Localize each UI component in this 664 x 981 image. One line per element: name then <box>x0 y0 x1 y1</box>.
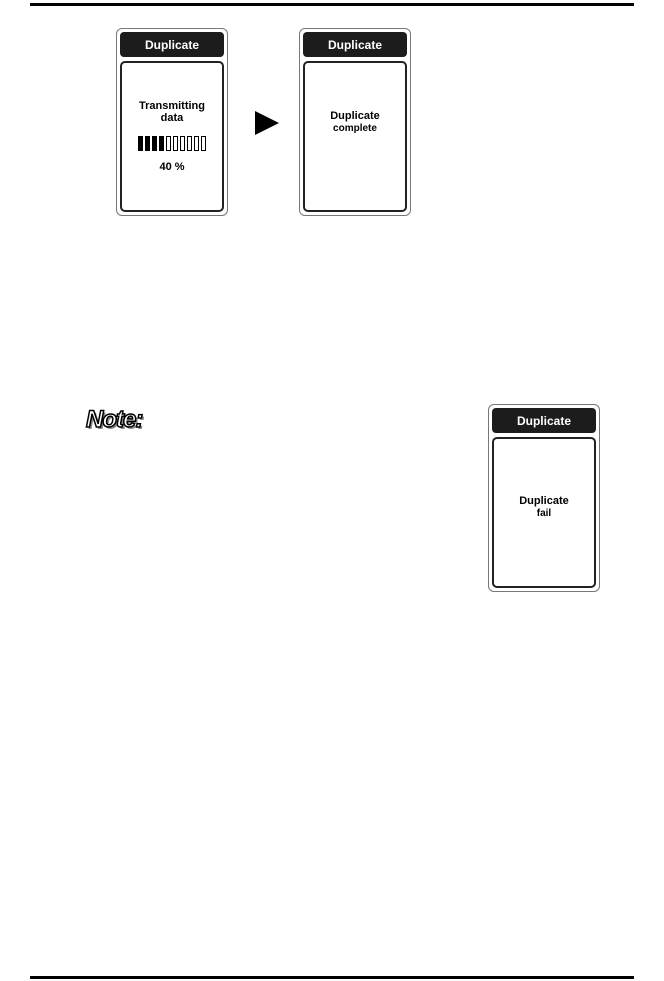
screen-body <box>492 437 596 588</box>
progress-segment <box>138 136 143 151</box>
status-message-line1: Duplicate <box>330 110 380 122</box>
progress-segment <box>159 136 164 151</box>
screen-body <box>303 61 407 212</box>
right-triangle-arrow-icon <box>255 111 279 135</box>
progress-bar <box>138 136 206 151</box>
progress-percent: 40 % <box>159 161 185 173</box>
bottom-rule <box>30 976 634 979</box>
screen-title: Duplicate <box>303 32 407 57</box>
progress-segment <box>152 136 157 151</box>
note-label: Note: <box>86 406 143 433</box>
duplicate-complete-screen <box>299 28 411 216</box>
top-rule <box>30 3 634 6</box>
screen-title: Duplicate <box>492 408 596 433</box>
status-message: Transmitting data <box>138 100 205 124</box>
progress-segment <box>201 136 206 151</box>
progress-segment <box>173 136 178 151</box>
progress-segment <box>187 136 192 151</box>
progress-segment <box>194 136 199 151</box>
screen-title: Duplicate <box>120 32 224 57</box>
duplicate-transmitting-screen <box>116 28 228 216</box>
duplicate-fail-screen <box>488 404 600 592</box>
progress-segment <box>180 136 185 151</box>
progress-segment <box>166 136 171 151</box>
progress-segment <box>145 136 150 151</box>
status-message-line2: complete <box>333 123 377 134</box>
status-message-line2: fail <box>536 508 552 519</box>
screen-body <box>120 61 224 212</box>
status-message-line1: Duplicate <box>519 495 569 507</box>
